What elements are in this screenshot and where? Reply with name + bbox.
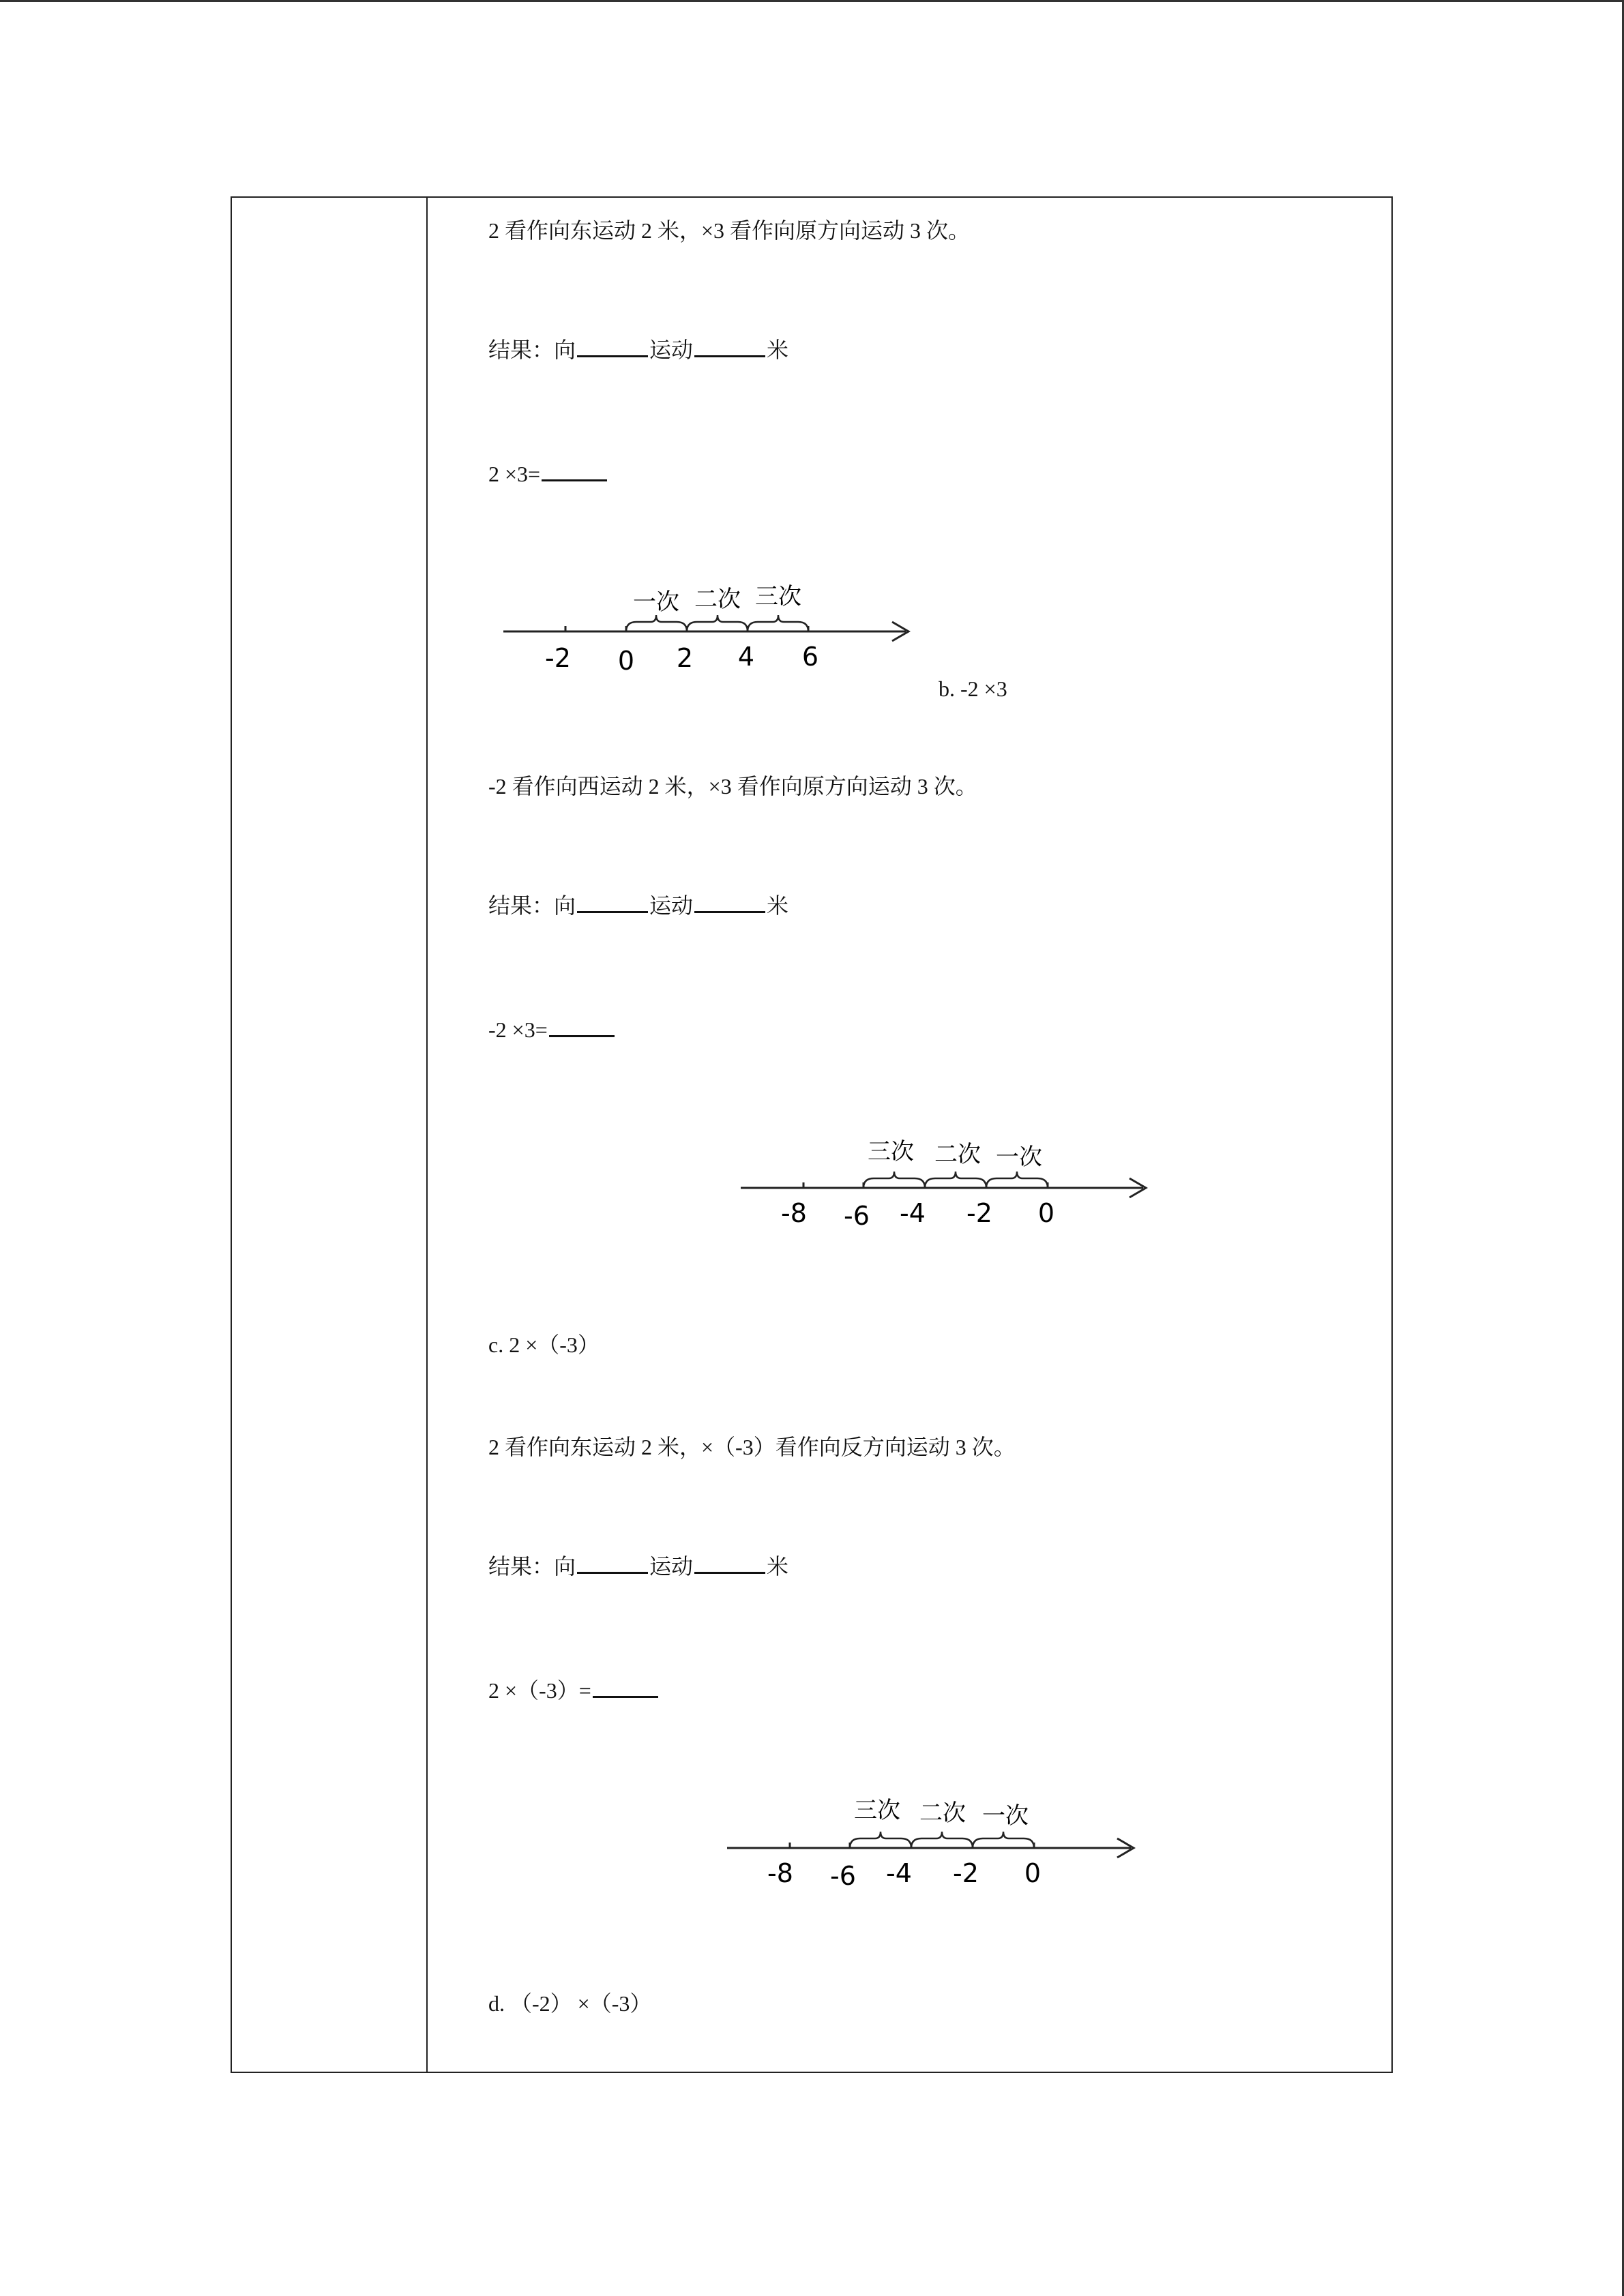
result-prefix: 结果：向 <box>488 893 576 918</box>
tick-label: -2 <box>545 643 571 673</box>
tick-label: 0 <box>617 646 635 676</box>
result-prefix: 结果：向 <box>488 338 576 362</box>
result-suffix: 米 <box>767 338 789 362</box>
count-label: 二次 <box>934 1141 981 1168</box>
distance-blank[interactable] <box>694 335 765 357</box>
part-a-equation <box>488 459 608 488</box>
part-c-equation <box>488 1675 660 1704</box>
count-label: 二次 <box>919 1800 966 1827</box>
distance-blank[interactable] <box>694 1551 765 1574</box>
column-divider <box>426 198 428 2072</box>
count-label: 三次 <box>854 1797 900 1824</box>
tick-label: 4 <box>737 642 755 672</box>
brace-second <box>925 1172 986 1188</box>
direction-blank[interactable] <box>577 1551 648 1574</box>
tick-label: 6 <box>801 642 819 672</box>
part-b-result <box>488 891 788 919</box>
part-b-equation <box>488 1015 616 1043</box>
brace-second <box>911 1832 973 1848</box>
tick-label: -2 <box>966 1198 992 1228</box>
answer-blank[interactable] <box>593 1675 658 1698</box>
tick-label: -8 <box>767 1858 793 1888</box>
part-c-description: 2 看作向东运动 2 米，×（-3）看作向反方向运动 3 次。 <box>488 1435 1016 1459</box>
page-top-border <box>0 0 1624 2</box>
result-mid: 运动 <box>649 893 694 918</box>
result-suffix: 米 <box>767 1554 789 1579</box>
part-c-caption: c. 2 ×（-3） <box>488 1332 600 1357</box>
brace-second <box>687 615 748 631</box>
brace-third <box>863 1172 925 1188</box>
brace-first <box>986 1172 1048 1188</box>
result-suffix: 米 <box>767 893 789 918</box>
result-prefix: 结果：向 <box>488 1554 576 1579</box>
brace-first <box>626 615 687 631</box>
number-line-second <box>727 1118 1164 1255</box>
brace-third <box>850 1832 911 1848</box>
direction-blank[interactable] <box>577 335 648 357</box>
number-line-first <box>490 559 933 696</box>
tick-label: 0 <box>1024 1858 1042 1888</box>
part-a-description: 2 看作向东运动 2 米，×3 看作向原方向运动 3 次。 <box>488 218 971 243</box>
count-label: 一次 <box>982 1802 1029 1830</box>
tick-label: -6 <box>844 1201 870 1231</box>
brace-first <box>973 1832 1034 1848</box>
distance-blank[interactable] <box>694 891 765 913</box>
count-label: 一次 <box>996 1144 1042 1171</box>
equation-text: 2 ×（-3）= <box>488 1678 591 1703</box>
number-line-third <box>713 1781 1157 1918</box>
answer-blank[interactable] <box>542 459 607 481</box>
tick-label: -6 <box>830 1861 856 1891</box>
tick-label: -4 <box>886 1858 912 1888</box>
part-c-result <box>488 1551 788 1580</box>
count-label: 一次 <box>633 588 679 616</box>
tick-label: -8 <box>781 1198 807 1228</box>
part-b-caption: b. -2 ×3 <box>939 676 1007 701</box>
count-label: 三次 <box>755 583 801 610</box>
tick-label: 0 <box>1037 1198 1055 1228</box>
result-mid: 运动 <box>649 338 694 362</box>
part-b-description: -2 看作向西运动 2 米，×3 看作向原方向运动 3 次。 <box>488 774 977 799</box>
tick-label: -2 <box>953 1858 979 1888</box>
count-label: 三次 <box>868 1138 914 1165</box>
result-mid: 运动 <box>649 1554 694 1579</box>
tick-label: -4 <box>900 1198 926 1228</box>
answer-blank[interactable] <box>549 1015 615 1037</box>
brace-third <box>748 615 808 631</box>
part-d-caption: d. （-2） ×（-3） <box>488 1991 652 2016</box>
tick-label: 2 <box>676 643 694 673</box>
direction-blank[interactable] <box>577 891 648 913</box>
equation-text: -2 ×3= <box>488 1017 548 1042</box>
equation-text: 2 ×3= <box>488 462 541 486</box>
count-label: 二次 <box>694 586 741 613</box>
part-a-result <box>488 335 788 363</box>
